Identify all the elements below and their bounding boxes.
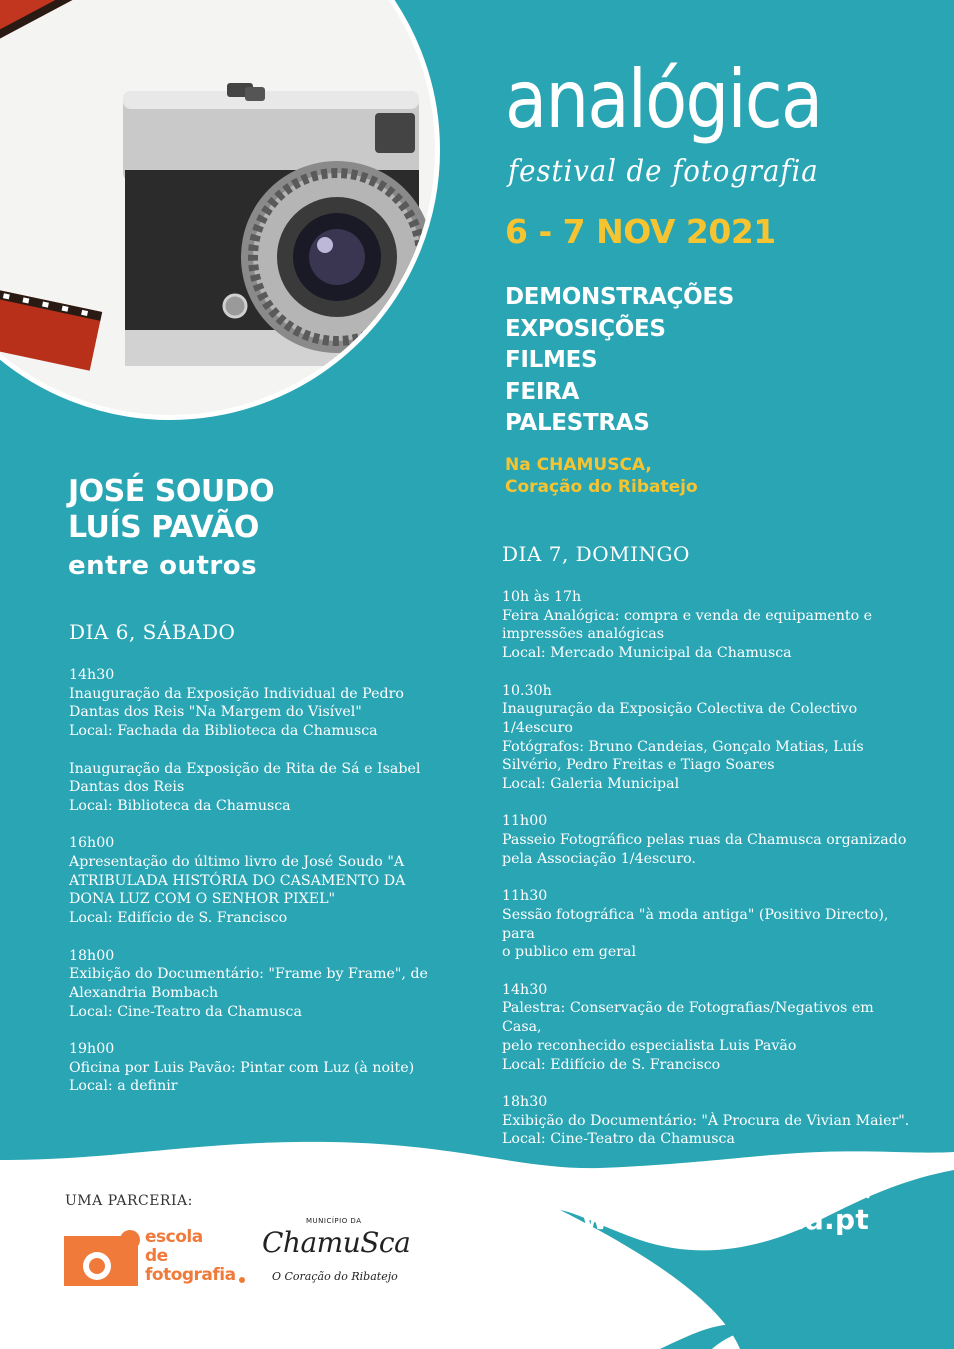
escola-line: fotografia (145, 1265, 236, 1285)
event-line: 1/4escuro (502, 719, 573, 736)
event-line: pelo reconhecido especialista Luis Pavão (502, 1037, 797, 1054)
event-line: Exibição do Documentário: "À Procura de Vivian Maier". (502, 1112, 910, 1129)
escola-logo-text (145, 1228, 236, 1285)
guest-name: LUÍS PAVÃO (68, 510, 259, 545)
event-line: Local: Edifício de S. Francisco (502, 1056, 721, 1073)
activity-item: FILMES (505, 347, 598, 373)
camera-photo (0, 0, 440, 420)
event-line: Apresentação do último livro de José Soudo "A (69, 854, 405, 870)
event-line: Alexandria Bombach (69, 984, 219, 1001)
activities-list (505, 282, 734, 440)
event-line: Local: Mercado Municipal da Chamusca (502, 645, 792, 662)
event-line: Silvério, Pedro Freitas e Tiago Soares (502, 757, 775, 774)
schedule-event (69, 947, 439, 1022)
event-line: Inauguração da Exposição Individual de Pedro (69, 685, 404, 702)
event-line: 11h30 (502, 888, 548, 905)
event-line: Dantas dos Reis (69, 779, 185, 796)
location-line: Coração do Ribatejo (505, 477, 698, 497)
guests-block (68, 474, 274, 586)
festival-dates: 6 - 7 NOV 2021 (505, 212, 776, 251)
event-line: 14h30 (69, 667, 115, 683)
event-line: Sessão fotográfica "à moda antiga" (Positivo Directo), para (502, 906, 893, 942)
film-strip-icon (0, 285, 102, 371)
escola-line: escola (145, 1227, 203, 1247)
event-line: 14h30 (502, 981, 548, 998)
event-line: Oficina por Luis Pavão: Pintar com Luz (à noite) (69, 1059, 415, 1076)
event-line: Local: Edifício de S. Francisco (69, 910, 288, 927)
escola-line: de (145, 1246, 168, 1266)
chamusca-logo: ChamuSca (262, 1226, 411, 1259)
day7-heading: DIA 7, DOMINGO (502, 542, 690, 566)
event-line: Local: Cine-Teatro da Chamusca (69, 1003, 302, 1020)
film-strip-icon (0, 0, 278, 46)
event-line: 10.30h (502, 682, 552, 699)
event-line: o publico em geral (502, 944, 637, 961)
event-line: 19h00 (69, 1041, 115, 1057)
camera-icon (123, 83, 433, 366)
schedule-event (502, 812, 912, 868)
event-line: Local: Cine-Teatro da Chamusca (502, 1131, 735, 1148)
event-line: 18h30 (502, 1093, 548, 1110)
festival-subtitle: festival de fotografia (508, 154, 819, 189)
schedule-event (69, 834, 439, 928)
chamusca-tagline: O Coração do Ribatejo (272, 1270, 398, 1283)
activity-item: EXPOSIÇÕES (505, 315, 666, 342)
event-line: Passeio Fotográfico pelas ruas da Chamusca organizado (502, 832, 907, 849)
schedule-event (69, 1040, 439, 1096)
activity-item: FEIRA (505, 378, 579, 405)
event-line: 16h00 (69, 835, 115, 852)
event-line: Palestra: Conservação de Fotografias/Negativos em Casa, (502, 1000, 879, 1036)
day6-schedule (69, 666, 439, 1115)
event-line: Local: Galeria Municipal (502, 776, 680, 793)
activity-item: PALESTRAS (505, 410, 650, 436)
event-line: ATRIBULADA HISTÓRIA DO CASAMENTO DA (69, 872, 406, 889)
schedule-event (502, 887, 912, 962)
day6-heading: DIA 6, SÁBADO (69, 620, 236, 644)
event-line: Exibição do Documentário: "Frame by Frame", de (69, 966, 428, 983)
event-line: pela Associação 1/4escuro. (502, 850, 696, 867)
info-label: para mais informações, vá a: (582, 1182, 872, 1203)
guests-others: entre outros (68, 551, 258, 581)
event-line: Local: Biblioteca da Chamusca (69, 797, 291, 814)
event-line: Feira Analógica: compra e venda de equipamento e (502, 607, 873, 624)
event-line: Inauguração da Exposição Colectiva de Colectivo (502, 701, 858, 718)
event-line: Inauguração da Exposição de Rita de Sá e Isabel (69, 760, 421, 777)
event-line: Local: Fachada da Biblioteca da Chamusca (69, 723, 378, 740)
chamusca-caption: MUNICÍPIO DA (306, 1217, 362, 1225)
website-link[interactable]: www.analogica.pt (582, 1203, 870, 1236)
event-line: 18h00 (69, 947, 115, 964)
schedule-event (502, 588, 912, 663)
event-line: Local: a definir (69, 1078, 178, 1095)
schedule-event (69, 666, 439, 741)
event-line: Dantas dos Reis "Na Margem do Visível" (69, 704, 362, 721)
day7-schedule (502, 588, 912, 1168)
schedule-event (69, 760, 439, 816)
event-line: 11h00 (502, 813, 548, 830)
event-line: impressões analógicas (502, 626, 664, 643)
festival-location (505, 454, 698, 498)
event-line: 10h às 17h (502, 589, 582, 605)
partner-label: UMA PARCERIA: (65, 1193, 193, 1209)
location-line: Na CHAMUSCA, (505, 455, 652, 475)
guest-name: JOSÉ SOUDO (68, 474, 275, 509)
event-line: Fotógrafos: Bruno Candeias, Gonçalo Matias, Luís (502, 738, 864, 755)
festival-title: analógica (505, 53, 822, 146)
activity-item: DEMONSTRAÇÕES (505, 284, 735, 310)
schedule-event (502, 682, 912, 794)
schedule-event (502, 981, 912, 1075)
event-line: DONA LUZ COM O SENHOR PIXEL" (69, 891, 336, 908)
